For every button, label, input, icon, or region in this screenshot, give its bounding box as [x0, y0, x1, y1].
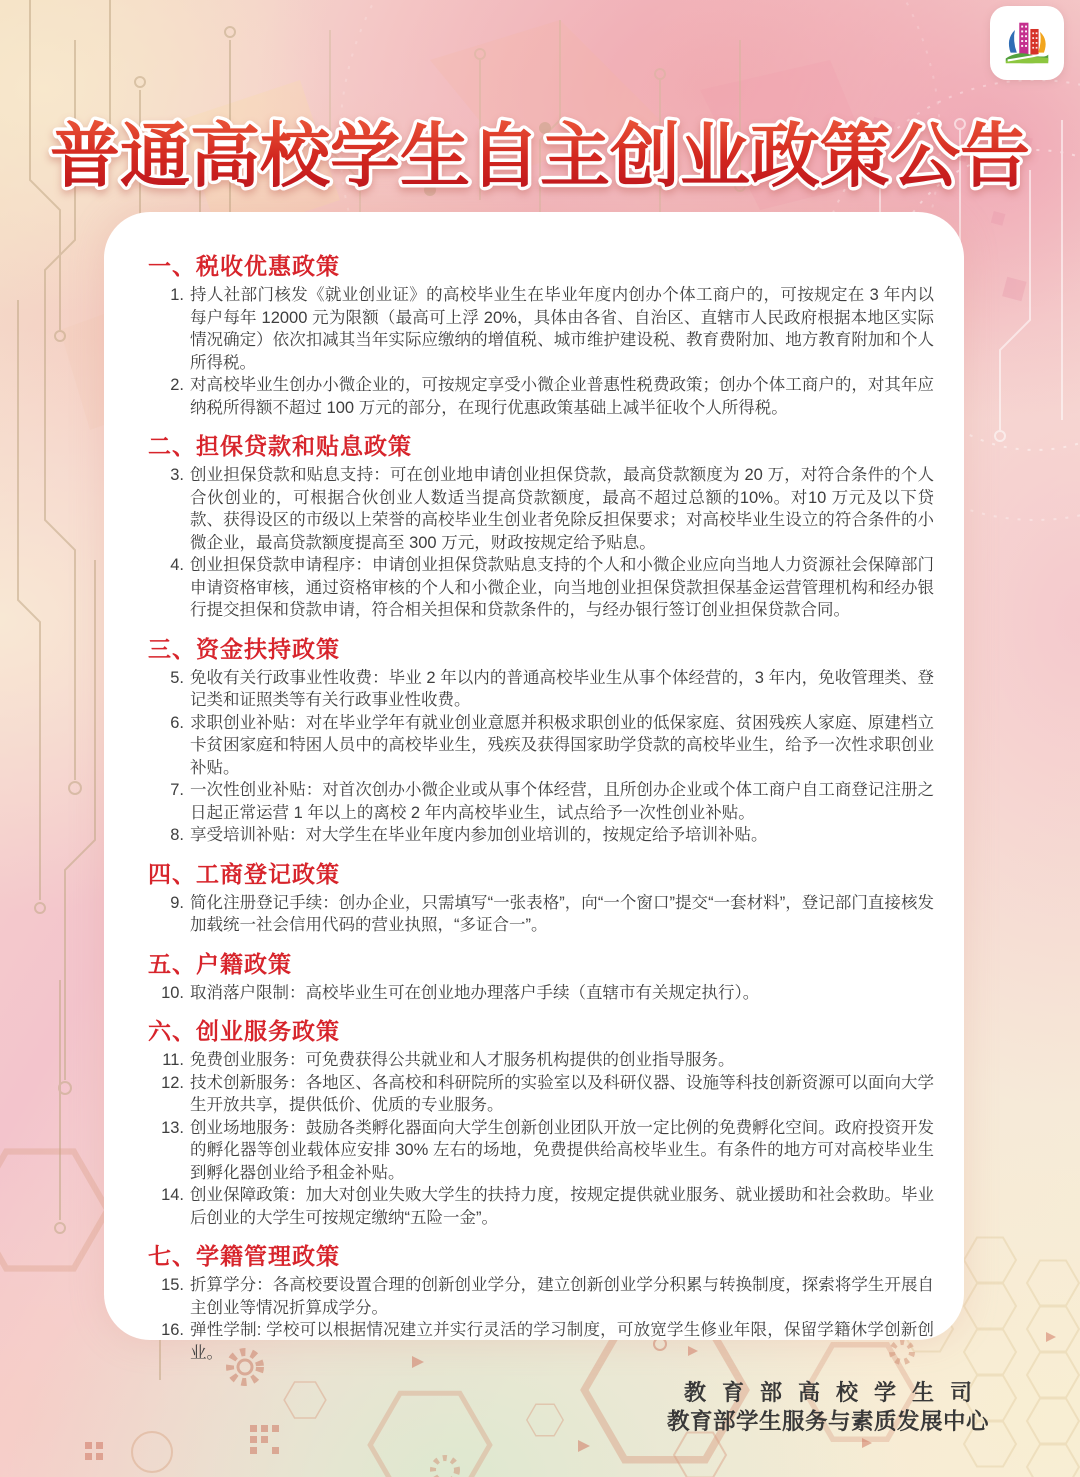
item-text: 创业场地服务：鼓励各类孵化器面向大学生创新创业团队开放一定比例的免费孵化空间。政府投资开发的孵化器等创业载体应安排 30% 左右的场地，免费提供给高校毕业生。有条件的地方可对高校毕业生到孵化器创业给予租金补贴。: [190, 1118, 934, 1182]
policy-item: [148, 554, 934, 622]
policy-item: [148, 464, 934, 554]
policy-item: [148, 284, 934, 374]
item-number: 5.: [170, 668, 184, 687]
page-title: 普通高校学生自主创业政策公告: [50, 117, 1030, 195]
section-student-status: [148, 1242, 934, 1364]
policy-item: [148, 892, 934, 937]
item-number: 3.: [170, 466, 184, 484]
policy-item: [148, 779, 934, 824]
item-text: 持人社部门核发《就业创业证》的高校毕业生在毕业年度内创办个体工商户的，可按规定在 3 年内以每户每年 12000 元为限额（最高可上浮 20%，具体由各省、自治区、直辖市人民政府根据本地区实际情况确定）依次扣减其当年实际应缴纳的增值税、城市维护建设税、教育费附加、地方教育附加和个人所得税。: [190, 286, 934, 372]
item-number: 1.: [170, 286, 184, 304]
organization-logo: [990, 6, 1064, 80]
item-text: 对高校毕业生创办小微企业的，可按规定享受小微企业普惠性税费政策；创办个体工商户的，对其年应纳税所得额不超过 100 万元的部分，在现行优惠政策基础上减半征收个人所得税。: [190, 376, 934, 417]
item-text: 取消落户限制：高校毕业生可在创业地办理落户手续（直辖市有关规定执行）。: [190, 983, 760, 1002]
item-text: 一次性创业补贴：对首次创办小微企业或从事个体经营，且所创办企业或个体工商户自工商登记注册之日起正常运营 1 年以上的离校 2 年内高校毕业生，试点给予一次性创业补贴。: [190, 781, 934, 822]
policy-item: [148, 1184, 934, 1229]
item-number: 8.: [170, 826, 184, 844]
issuer-line-1: 教育部高校学生司: [683, 1380, 988, 1405]
policy-item: [148, 1049, 934, 1072]
item-text: 免费创业服务：可免费获得公共就业和人才服务机构提供的创业指导服务。: [190, 1051, 735, 1069]
policy-item: [148, 667, 934, 712]
item-number: 14.: [161, 1186, 184, 1204]
item-number: 4.: [170, 556, 184, 574]
item-text: 求职创业补贴：对在毕业学年有就业创业意愿并积极求职创业的低保家庭、贫困残疾人家庭、原建档立卡贫困家庭和特困人员中的高校毕业生，残疾及获得国家助学贷款的高校毕业生，给予一次性求职创业补贴。: [190, 713, 934, 777]
section-heading: 三、资金扶持政策: [148, 635, 340, 662]
section-registration: [148, 860, 934, 937]
item-text: 创业保障政策：加大对创业失败大学生的扶持力度，按规定提供就业服务、就业援助和社会救助。毕业后创业的大学生可按规定缴纳“五险一金”。: [190, 1186, 934, 1227]
policy-item: [148, 1072, 934, 1117]
poster-title: [0, 80, 1080, 220]
policy-item: [148, 982, 934, 1005]
policy-item: [148, 712, 934, 780]
section-heading: 七、学籍管理政策: [148, 1243, 340, 1269]
section-heading: 五、户籍政策: [148, 950, 292, 977]
item-text: 折算学分：各高校要设置合理的创新创业学分，建立创新创业学分积累与转换制度，探索将学生开展自主创业等情况折算成学分。: [190, 1276, 934, 1317]
section-heading: 一、税收优惠政策: [148, 253, 340, 279]
section-loans: [148, 432, 934, 622]
item-number: 13.: [161, 1118, 184, 1137]
item-number: 12.: [161, 1073, 184, 1092]
policy-card: [104, 212, 964, 1362]
item-number: 15.: [161, 1276, 184, 1294]
issuer-footer: [652, 1378, 1004, 1436]
item-text: 免收有关行政事业性收费：毕业 2 年以内的普通高校毕业生从事个体经营的，3 年内，免收管理类、登记类和证照类等有关行政事业性收费。: [190, 668, 934, 709]
item-number: 2.: [170, 376, 184, 394]
item-text: 享受培训补贴：对大学生在毕业年度内参加创业培训的，按规定给予培训补贴。: [190, 826, 768, 844]
policy-item: [148, 824, 934, 847]
section-tax: [148, 252, 934, 419]
item-text: 创业担保贷款和贴息支持：可在创业地申请创业担保贷款，最高贷款额度为 20 万，对符合条件的个人合伙创业的，可根据合伙创业人数适当提高贷款额度，最高不超过总额的10%。对10 万元及以下贷款、获得设区的市级以上荣誉的高校毕业生创业者免除反担保要求；对高校毕业生设立的符合条件的小微企业，最高贷款额度提高至 300 万元，财政按规定给予贴息。: [190, 466, 934, 552]
item-number: 10.: [161, 983, 184, 1002]
section-heading: 四、工商登记政策: [148, 860, 340, 887]
item-number: 6.: [170, 713, 184, 732]
issuer-line-2: 教育部学生服务与素质发展中心: [666, 1409, 989, 1434]
policy-item: [148, 1117, 934, 1185]
section-heading: 二、担保贷款和贴息政策: [148, 433, 412, 459]
policy-item: [148, 374, 934, 419]
item-text: 技术创新服务：各地区、各高校和科研院所的实验室以及科研仪器、设施等科技创新资源可以面向大学生开放共享，提供低价、优质的专业服务。: [190, 1073, 934, 1114]
policy-item: [148, 1319, 934, 1364]
item-text: 创业担保贷款申请程序：申请创业担保贷款贴息支持的个人和小微企业应向当地人力资源社会保障部门申请资格审核，通过资格审核的个人和小微企业，向当地创业担保贷款担保基金运营管理机构和经办银行提交担保和贷款申请，符合相关担保和贷款条件的，与经办银行签订创业担保贷款合同。: [190, 556, 934, 619]
item-number: 11.: [162, 1051, 184, 1069]
item-number: 16.: [161, 1321, 184, 1339]
section-services: [148, 1017, 934, 1229]
policy-item: [148, 1274, 934, 1319]
item-number: 9.: [170, 893, 184, 912]
section-heading: 六、创业服务政策: [148, 1018, 340, 1044]
section-funding: [148, 635, 934, 847]
item-text: 弹性学制: 学校可以根据情况建立并实行灵活的学习制度，可放宽学生修业年限，保留学籍休学创新创业。: [190, 1321, 934, 1362]
section-household: [148, 950, 934, 1005]
item-number: 7.: [170, 781, 184, 799]
item-text: 简化注册登记手续：创办企业，只需填写“一张表格”，向“一个窗口”提交“一套材料”，登记部门直接核发加载统一社会信用代码的营业执照，“多证合一”。: [190, 893, 934, 934]
city-skyline-icon: [998, 14, 1056, 72]
